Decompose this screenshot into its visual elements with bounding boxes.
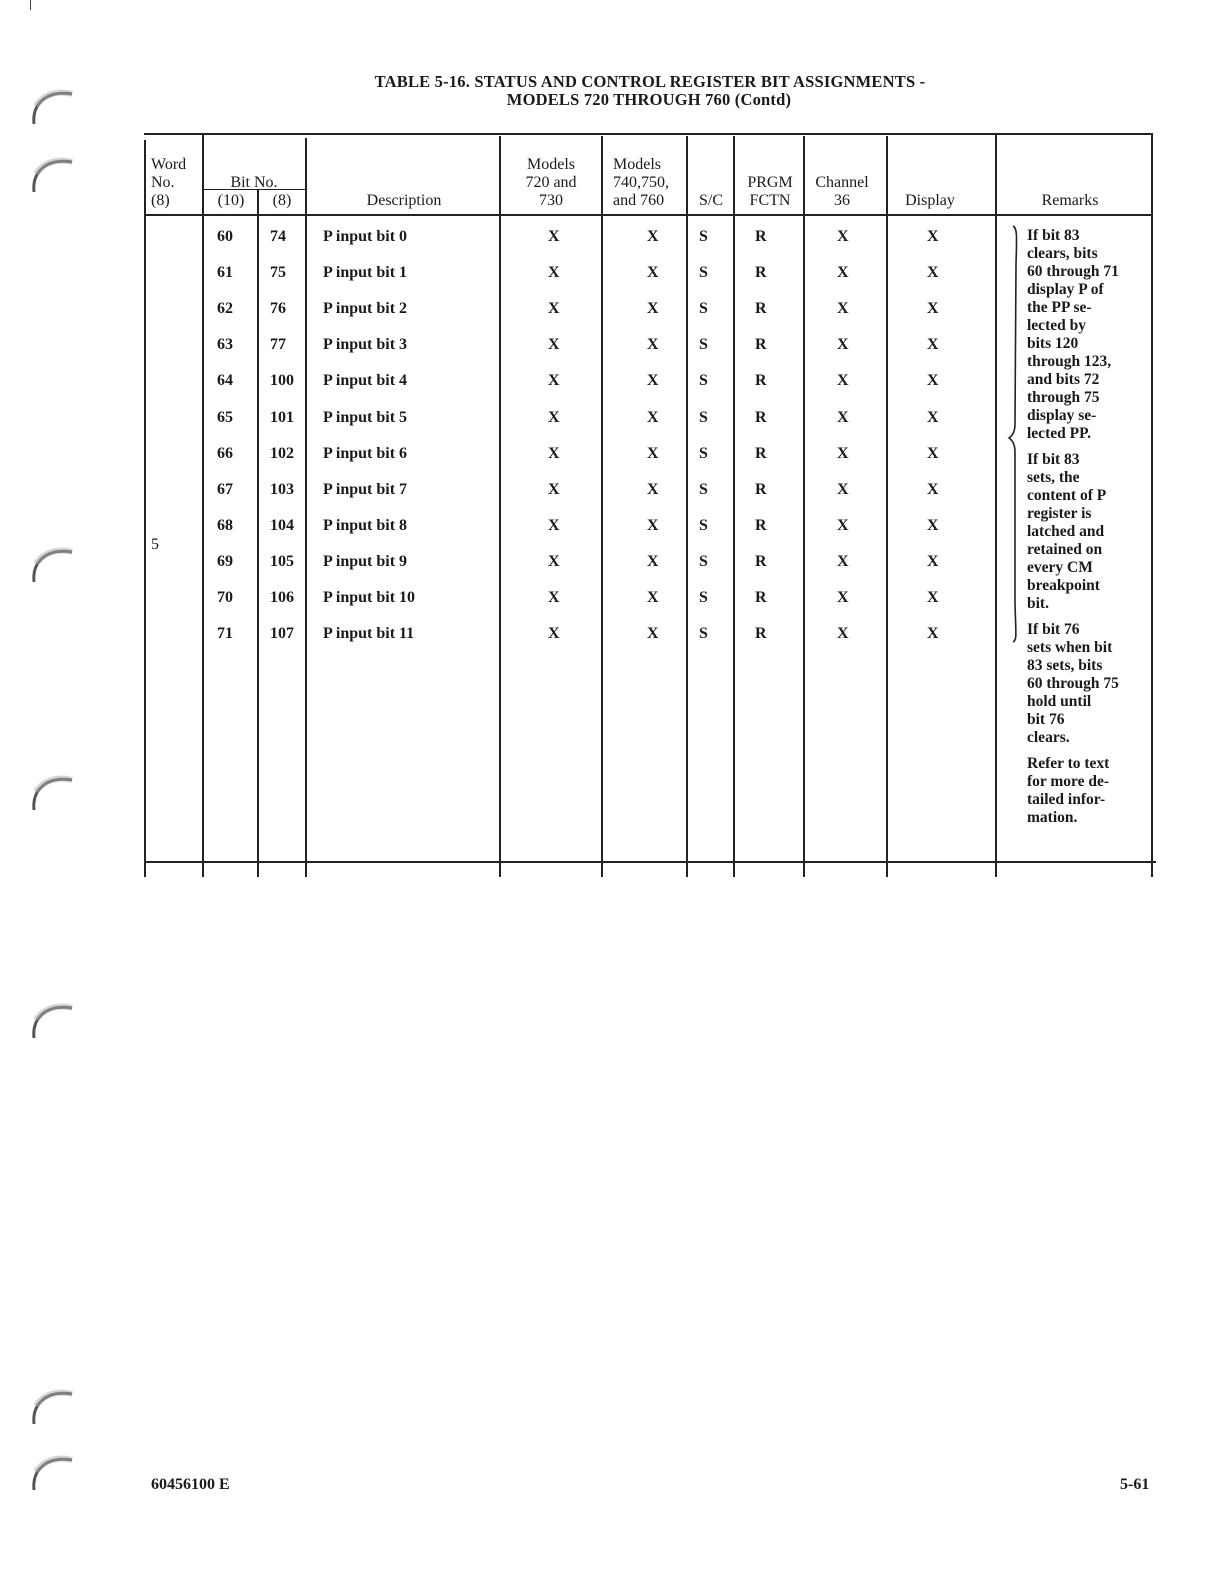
col-border bbox=[886, 136, 888, 877]
col-border bbox=[733, 136, 735, 877]
cell-models-720: X bbox=[548, 625, 560, 643]
col-border bbox=[995, 133, 997, 877]
cell-models-720: X bbox=[548, 480, 560, 498]
cell-models-720: X bbox=[548, 444, 560, 462]
cell-models-740: X bbox=[647, 372, 659, 390]
col-border bbox=[144, 140, 146, 877]
cell-channel: X bbox=[837, 300, 849, 318]
cell-description: P input bit 6 bbox=[323, 444, 408, 462]
remarks-brace-icon bbox=[1006, 224, 1020, 644]
remarks-paragraph-4: Refer to text for more de- tailed infor- mation. bbox=[1027, 755, 1110, 826]
cell-sc: S bbox=[699, 516, 708, 534]
cell-bit-octal: 104 bbox=[270, 516, 294, 534]
cell-bit-octal: 74 bbox=[270, 228, 286, 245]
cell-models-720: X bbox=[548, 336, 560, 354]
header-bottom-border bbox=[144, 214, 1153, 216]
cell-sc: S bbox=[699, 480, 708, 498]
cell-models-740: X bbox=[647, 516, 659, 534]
cell-models-720: X bbox=[548, 372, 560, 390]
col-border bbox=[202, 133, 204, 877]
cell-sc: S bbox=[699, 300, 708, 318]
cell-prgm-fctn: R bbox=[755, 480, 767, 498]
cell-prgm-fctn: R bbox=[755, 444, 767, 462]
cell-description: P input bit 5 bbox=[323, 408, 408, 426]
cell-channel: X bbox=[837, 589, 849, 606]
cell-prgm-fctn: R bbox=[755, 372, 767, 390]
cell-display: X bbox=[927, 625, 939, 643]
remarks-paragraph-2: If bit 83 sets, the content of P register is latched and retained on every CM breakpoint bit. bbox=[1027, 451, 1107, 612]
cell-prgm-fctn: R bbox=[755, 552, 767, 570]
cell-description: P input bit 3 bbox=[323, 336, 408, 354]
header-channel: Channel 36 bbox=[815, 174, 869, 209]
cell-bit-decimal: 62 bbox=[217, 300, 233, 318]
header-models-740: Models 740,750, and 760 bbox=[613, 156, 669, 209]
cell-models-740: X bbox=[647, 408, 659, 426]
header-sc: S/C bbox=[698, 192, 723, 209]
cell-bit-decimal: 63 bbox=[217, 336, 233, 354]
cell-display: X bbox=[927, 408, 939, 426]
cell-description: P input bit 9 bbox=[323, 552, 408, 570]
cell-bit-octal: 107 bbox=[270, 625, 294, 643]
word-number: 5 bbox=[151, 536, 159, 553]
cell-models-720: X bbox=[548, 300, 560, 318]
cell-models-720: X bbox=[548, 408, 560, 426]
cell-prgm-fctn: R bbox=[755, 625, 767, 643]
cell-bit-octal: 106 bbox=[270, 589, 294, 606]
cell-sc: S bbox=[699, 589, 708, 606]
page-number: 5-61 bbox=[1120, 1476, 1150, 1493]
cell-bit-octal: 101 bbox=[270, 408, 294, 426]
cell-prgm-fctn: R bbox=[755, 264, 767, 282]
cell-channel: X bbox=[837, 480, 849, 498]
cell-bit-decimal: 61 bbox=[217, 264, 233, 282]
cell-bit-octal: 77 bbox=[270, 336, 286, 354]
cell-sc: S bbox=[699, 336, 708, 354]
cell-models-740: X bbox=[647, 264, 659, 282]
cell-prgm-fctn: R bbox=[755, 408, 767, 426]
cell-display: X bbox=[927, 480, 939, 498]
cell-display: X bbox=[927, 516, 939, 534]
cell-bit-decimal: 60 bbox=[217, 228, 233, 245]
cell-prgm-fctn: R bbox=[755, 228, 767, 245]
cell-channel: X bbox=[837, 516, 849, 534]
col-border bbox=[305, 138, 307, 877]
cell-sc: S bbox=[699, 408, 708, 426]
cell-models-740: X bbox=[647, 228, 659, 245]
cell-prgm-fctn: R bbox=[755, 300, 767, 318]
cell-sc: S bbox=[699, 228, 708, 245]
header-prgm-fctn: PRGM FCTN bbox=[747, 174, 793, 209]
cell-channel: X bbox=[837, 625, 849, 643]
cell-display: X bbox=[927, 589, 939, 606]
cell-prgm-fctn: R bbox=[755, 336, 767, 354]
cell-models-740: X bbox=[647, 625, 659, 643]
cell-channel: X bbox=[837, 408, 849, 426]
col-border bbox=[257, 190, 259, 877]
cell-description: P input bit 1 bbox=[323, 264, 408, 282]
cell-models-740: X bbox=[647, 444, 659, 462]
cell-channel: X bbox=[837, 372, 849, 390]
cell-bit-decimal: 68 bbox=[217, 516, 233, 534]
cell-channel: X bbox=[837, 444, 849, 462]
remarks-column bbox=[1027, 227, 1152, 835]
cell-models-740: X bbox=[647, 552, 659, 570]
cell-channel: X bbox=[837, 552, 849, 570]
cell-bit-octal: 76 bbox=[270, 300, 286, 318]
cell-bit-decimal: 71 bbox=[217, 625, 233, 643]
cell-models-720: X bbox=[548, 516, 560, 534]
cell-sc: S bbox=[699, 444, 708, 462]
cell-description: P input bit 0 bbox=[323, 228, 408, 245]
cell-description: P input bit 8 bbox=[323, 516, 408, 534]
cell-display: X bbox=[927, 300, 939, 318]
table-title-line2: MODELS 720 THROUGH 760 (Contd) bbox=[506, 90, 792, 109]
header-remarks: Remarks bbox=[1041, 192, 1099, 209]
cell-display: X bbox=[927, 444, 939, 462]
cell-description: P input bit 2 bbox=[323, 300, 408, 318]
cell-bit-decimal: 65 bbox=[217, 408, 233, 426]
table-title-line1: TABLE 5-16. STATUS AND CONTROL REGISTER BIT ASSIGNMENTS - bbox=[374, 72, 926, 91]
remarks-paragraph-1: If bit 83 clears, bits 60 through 71 display P of the PP se- lected by bits 120 through 123, and bits 72 through 75 display se- lected PP. bbox=[1027, 227, 1119, 442]
cell-description: P input bit 10 bbox=[323, 589, 416, 606]
cell-bit-octal: 100 bbox=[270, 372, 294, 390]
cell-display: X bbox=[927, 264, 939, 282]
remarks-paragraph-3: If bit 76 sets when bit 83 sets, bits 60 through 75 hold until bit 76 clears. bbox=[1027, 621, 1119, 746]
cell-bit-decimal: 66 bbox=[217, 444, 233, 462]
header-word-no: Word No. (8) bbox=[151, 156, 187, 209]
cell-bit-octal: 102 bbox=[270, 444, 294, 462]
cell-bit-octal: 105 bbox=[270, 552, 294, 570]
binder-hole-icon bbox=[28, 1384, 76, 1428]
table-bottom-border bbox=[144, 861, 1156, 863]
cell-sc: S bbox=[699, 264, 708, 282]
cell-models-720: X bbox=[548, 589, 560, 606]
cell-description: P input bit 11 bbox=[323, 625, 415, 643]
cell-channel: X bbox=[837, 228, 849, 245]
header-bit-no: Bit No. bbox=[230, 174, 278, 191]
cell-bit-octal: 75 bbox=[270, 264, 286, 282]
binder-hole-icon bbox=[28, 1450, 76, 1494]
header-display: Display bbox=[905, 192, 955, 209]
cell-models-740: X bbox=[647, 300, 659, 318]
cell-bit-decimal: 69 bbox=[217, 552, 233, 570]
cell-bit-decimal: 70 bbox=[217, 589, 233, 606]
cell-sc: S bbox=[699, 625, 708, 643]
cell-bit-decimal: 64 bbox=[217, 372, 233, 390]
cell-bit-decimal: 67 bbox=[217, 480, 233, 498]
col-border bbox=[601, 136, 603, 877]
cell-display: X bbox=[927, 552, 939, 570]
cell-display: X bbox=[927, 372, 939, 390]
cell-models-740: X bbox=[647, 480, 659, 498]
header-bit-octal: (8) bbox=[272, 192, 292, 209]
cell-models-740: X bbox=[647, 336, 659, 354]
cell-sc: S bbox=[699, 372, 708, 390]
table-top-border bbox=[144, 133, 1153, 135]
header-models-720: Models 720 and 730 bbox=[525, 156, 577, 209]
cell-description: P input bit 4 bbox=[323, 372, 408, 390]
col-border bbox=[803, 136, 805, 877]
binder-hole-icon bbox=[28, 998, 76, 1042]
cell-sc: S bbox=[699, 552, 708, 570]
cell-models-720: X bbox=[548, 228, 560, 245]
header-description: Description bbox=[366, 192, 442, 209]
cell-description: P input bit 7 bbox=[323, 480, 408, 498]
cell-channel: X bbox=[837, 264, 849, 282]
cell-prgm-fctn: R bbox=[755, 516, 767, 534]
cell-display: X bbox=[927, 336, 939, 354]
cell-prgm-fctn: R bbox=[755, 589, 767, 606]
cell-bit-octal: 103 bbox=[270, 480, 294, 498]
col-border bbox=[686, 136, 688, 877]
col-border bbox=[499, 136, 501, 877]
doc-number: 60456100 E bbox=[151, 1476, 230, 1493]
cell-channel: X bbox=[837, 336, 849, 354]
cell-models-740: X bbox=[647, 589, 659, 606]
cell-models-720: X bbox=[548, 264, 560, 282]
cell-display: X bbox=[927, 228, 939, 245]
cell-models-720: X bbox=[548, 552, 560, 570]
header-bit-decimal: (10) bbox=[217, 192, 245, 209]
